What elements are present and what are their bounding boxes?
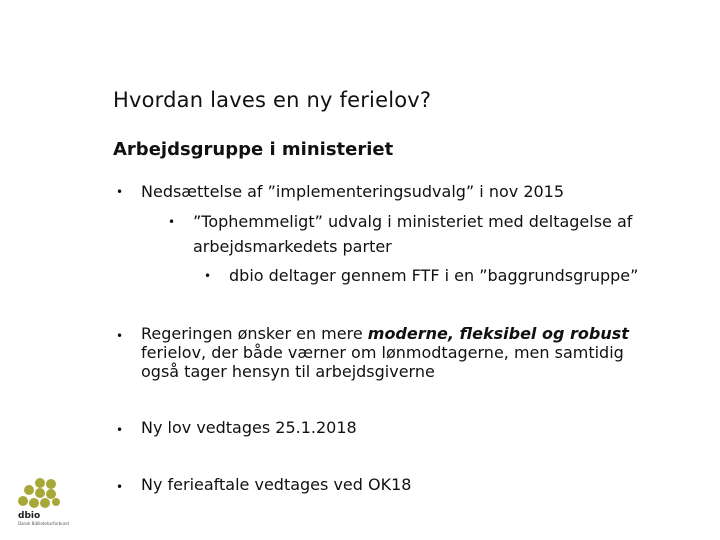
list-item: Ny ferieaftale vedtages ved OK18 bbox=[141, 475, 412, 494]
logo-tagline: Dansk Bibliotekarforbund bbox=[18, 521, 69, 526]
list-item bbox=[141, 324, 629, 344]
bullet-marker: • bbox=[116, 329, 124, 343]
emphasized-text: moderne, fleksibel og robust bbox=[367, 324, 629, 343]
list-item-continuation: også tager hensyn til arbejdsgiverne bbox=[141, 362, 435, 381]
list-item: Ny lov vedtages 25.1.2018 bbox=[141, 418, 357, 437]
list-item: Nedsættelse af ”implementeringsudvalg” i nov 2015 bbox=[141, 182, 565, 201]
slide-title: Hvordan laves en ny ferielov? bbox=[113, 88, 432, 112]
list-item-continuation: arbejdsmarkedets parter bbox=[193, 237, 392, 256]
slide-subtitle: Arbejdsgruppe i ministeriet bbox=[113, 139, 394, 160]
logo-wordmark: dbio bbox=[18, 511, 41, 521]
list-item: ”Tophemmeligt” udvalg i ministeriet med deltagelse af bbox=[193, 212, 633, 231]
list-item: dbio deltager gennem FTF i en ”baggrundsgruppe” bbox=[229, 266, 639, 285]
bullet-marker: • bbox=[168, 215, 176, 229]
bullet-marker: • bbox=[116, 423, 124, 437]
list-item-continuation: ferielov, der både værner om lønmodtagerne, men samtidig bbox=[141, 343, 624, 362]
bullet-marker: • bbox=[116, 480, 124, 494]
list-item-text: Regeringen ønsker en mere bbox=[141, 324, 368, 343]
bullet-marker: • bbox=[204, 269, 212, 283]
bullet-marker: • bbox=[116, 185, 124, 199]
